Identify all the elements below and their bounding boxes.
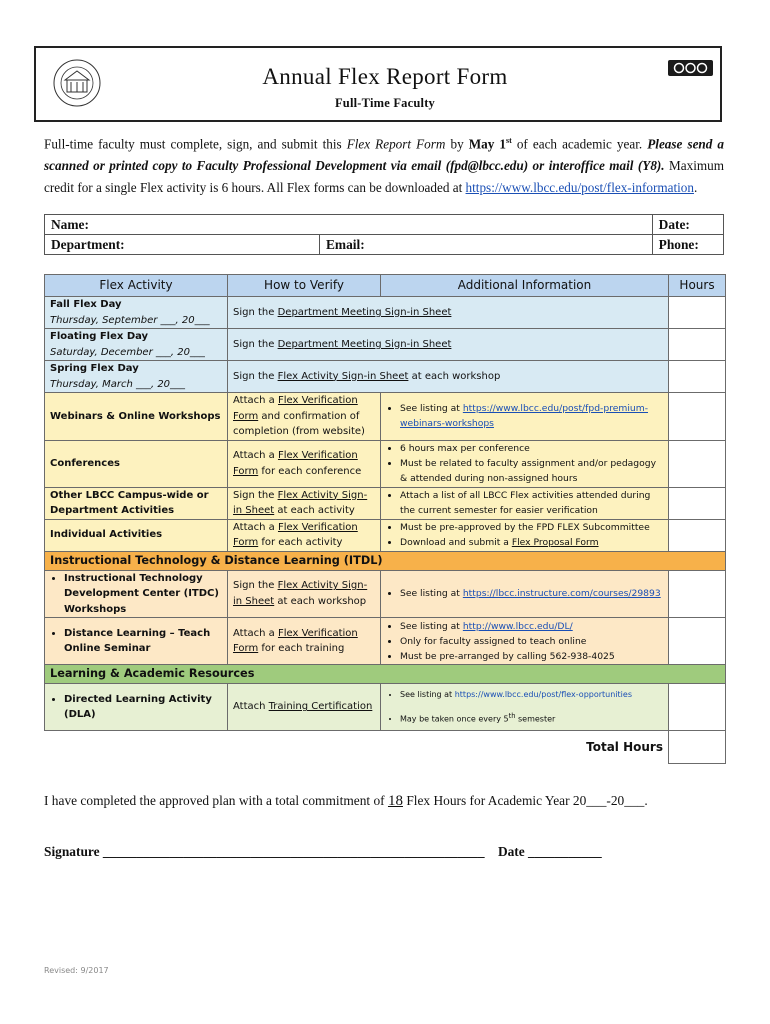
list-item: • Attach a list of all LBCC Flex activities attended during the current semester for easier verification <box>400 488 663 518</box>
verify-text: and confirmation of completion (from website) <box>233 410 365 437</box>
list-item <box>400 687 663 703</box>
info-text: See listing at <box>400 403 463 415</box>
verify-link[interactable]: Flex Verification Form <box>233 521 358 548</box>
phone-field[interactable]: Phone: <box>652 235 723 255</box>
info-text: semester <box>515 714 556 724</box>
commitment-statement <box>44 793 648 810</box>
activity-cell <box>45 329 228 361</box>
verify-cell <box>228 393 381 441</box>
info-text: May be taken once every 5 <box>400 714 509 724</box>
spacer <box>228 731 381 764</box>
info-text: See listing at <box>400 620 463 632</box>
verify-cell <box>228 440 381 487</box>
verify-text: Attach a <box>233 521 278 533</box>
info-cell <box>381 487 669 519</box>
flex-activities-table <box>44 274 726 764</box>
verify-text: Attach a <box>233 395 278 406</box>
verify-text: for each activity <box>258 537 343 548</box>
activity-title: Spring Flex Day <box>50 363 139 374</box>
verify-link[interactable]: Flex Activity Sign-in Sheet <box>233 580 368 607</box>
verify-link[interactable]: Department Meeting Sign-in Sheet <box>277 338 452 350</box>
hours-input[interactable] <box>669 487 726 519</box>
table-row <box>45 440 726 487</box>
faculty-info-table <box>44 214 724 255</box>
hours-input[interactable] <box>669 684 726 731</box>
info-cell <box>381 570 669 618</box>
revised-date: Revised: 9/2017 <box>44 966 109 975</box>
table-row <box>45 519 726 551</box>
verify-text: Sign the <box>233 370 278 382</box>
total-hours-label: Total Hours <box>381 731 669 764</box>
info-cell <box>381 684 669 731</box>
hours-input[interactable] <box>669 393 726 441</box>
signature-line <box>44 844 602 860</box>
hours-input[interactable] <box>669 440 726 487</box>
total-hours-input[interactable] <box>669 731 726 764</box>
verify-link[interactable]: Flex Activity Sign-in Sheet <box>277 370 409 382</box>
activity-title: Floating Flex Day <box>50 331 149 342</box>
verify-link[interactable]: Flex Verification Form <box>233 450 358 477</box>
verify-cell <box>228 618 381 665</box>
activity-title: • Instructional Technology Development Center (ITDC) Workshops <box>64 571 222 618</box>
ordinal-suffix: th <box>508 711 516 720</box>
info-link[interactable]: http://www.lbcc.edu/DL/ <box>462 620 573 632</box>
activity-title: • Distance Learning – Teach Online Seminar <box>64 626 222 657</box>
verify-text: at each workshop <box>274 595 367 607</box>
hours-input[interactable] <box>669 361 726 393</box>
verify-text: Attach a <box>233 450 278 461</box>
info-text: See listing at <box>400 690 455 700</box>
verify-cell <box>228 297 669 329</box>
activity-cell <box>45 684 228 731</box>
verify-text: for each conference <box>258 465 362 477</box>
info-text: Download and submit a <box>400 537 512 548</box>
signature-date-field[interactable]: Date ___________ <box>497 844 602 859</box>
verify-cell <box>228 684 381 731</box>
header-how-to-verify: How to Verify <box>228 275 381 297</box>
header-additional-info: Additional Information <box>381 275 669 297</box>
hours-input[interactable] <box>669 297 726 329</box>
verify-cell <box>228 487 381 519</box>
list-item <box>400 709 663 727</box>
flex-info-link[interactable]: https://www.lbcc.edu/post/flex-information <box>465 180 694 196</box>
intro-text: of each academic year. <box>511 136 648 152</box>
verify-link[interactable]: Flex Verification Form <box>233 627 358 654</box>
list-item: • Must be pre-arranged by calling 562-938-4025 <box>400 649 663 664</box>
verify-text: at each activity <box>274 505 355 516</box>
verify-cell <box>228 519 381 551</box>
activity-cell <box>45 618 228 665</box>
activity-cell <box>45 570 228 618</box>
verify-text: for each training <box>258 643 345 654</box>
activity-date: Thursday, September ___, 20___ <box>50 314 210 326</box>
table-row <box>45 618 726 665</box>
verify-link[interactable]: Flex Activity Sign-in Sheet <box>233 489 368 516</box>
activity-title: Individual Activities <box>45 519 228 551</box>
list-item <box>400 586 663 601</box>
table-row <box>45 684 726 731</box>
header-hours: Hours <box>669 275 726 297</box>
intro-paragraph <box>44 130 724 199</box>
activity-title: Conferences <box>45 440 228 487</box>
verify-link[interactable]: Training Certification <box>268 701 373 713</box>
verify-link[interactable]: Flex Verification Form <box>233 395 358 422</box>
intro-text: Full-time faculty must complete, sign, and submit this <box>44 136 347 152</box>
activity-cell <box>45 297 228 329</box>
list-item: • 6 hours max per conference <box>400 441 663 456</box>
page-title: Annual Flex Report Form <box>262 64 508 89</box>
hours-input[interactable] <box>669 570 726 618</box>
info-cell <box>381 519 669 551</box>
commitment-text: I have completed the approved plan with a total commitment of <box>44 793 388 808</box>
spacer <box>45 731 228 764</box>
table-row <box>45 393 726 441</box>
info-link[interactable]: Flex Proposal Form <box>511 537 599 548</box>
intro-text: by <box>445 136 469 152</box>
email-field[interactable]: Email: <box>320 235 653 255</box>
info-link[interactable]: https://lbcc.instructure.com/courses/29893 <box>462 588 661 600</box>
hours-input[interactable] <box>669 618 726 665</box>
verify-cell <box>228 570 381 618</box>
verify-cell <box>228 361 669 393</box>
activity-title: Webinars & Online Workshops <box>45 393 228 441</box>
hours-input[interactable] <box>669 329 726 361</box>
table-row <box>45 297 726 329</box>
deadline-suffix: st <box>506 136 512 145</box>
section-heading-lar: Learning & Academic Resources <box>45 665 726 684</box>
verify-text: Sign the <box>233 580 278 592</box>
header-flex-activity: Flex Activity <box>45 275 228 297</box>
total-row <box>45 731 726 764</box>
info-text: See listing at <box>400 588 463 600</box>
page-subtitle: Full-Time Faculty <box>334 96 436 110</box>
list-item: • Only for faculty assigned to teach online <box>400 634 663 649</box>
department-field[interactable]: Department: <box>45 235 320 255</box>
info-link[interactable]: https://www.lbcc.edu/post/flex-opportunities <box>454 690 632 700</box>
commitment-hours: 18 <box>387 793 403 809</box>
name-field[interactable]: Name: <box>45 215 653 235</box>
table-row <box>45 329 726 361</box>
verify-text: Sign the <box>233 338 278 350</box>
verify-cell <box>228 329 669 361</box>
table-row <box>45 487 726 519</box>
verify-text: at each workshop <box>408 370 501 382</box>
list-item <box>400 535 663 550</box>
verify-text: Sign the <box>233 306 278 318</box>
section-heading-row <box>45 665 726 684</box>
activity-date: Thursday, March ___, 20___ <box>50 378 186 390</box>
section-heading-row <box>45 551 726 570</box>
intro-text: Maximum credit for a single Flex activity is 6 hours. All Flex forms can be downloaded at <box>44 158 724 196</box>
list-item: • Must be pre-approved by the FPD FLEX Subcommittee <box>400 520 663 535</box>
verify-text: Sign the <box>233 489 278 501</box>
verify-link[interactable]: Department Meeting Sign-in Sheet <box>277 306 452 318</box>
list-item <box>400 619 663 634</box>
send-instructions: Please send a scanned or printed copy to Faculty Professional Development via email (fpd@lbcc.edu) or interoffice mail (Y8). <box>44 136 724 174</box>
info-link[interactable]: https://www.lbcc.edu/post/fpd-premium-webinars-workshops <box>400 403 649 430</box>
section-heading-itdl: Instructional Technology & Distance Learning (ITDL) <box>45 551 726 570</box>
commitment-text: Flex Hours for Academic Year 20___-20___. <box>402 793 648 808</box>
activity-title: • Directed Learning Activity (DLA) <box>64 692 222 723</box>
deadline: May 1 <box>468 136 506 152</box>
activity-title: Fall Flex Day <box>50 299 122 310</box>
table-row <box>45 570 726 618</box>
verify-text: Attach <box>233 701 269 713</box>
info-cell <box>381 440 669 487</box>
signature-field[interactable]: Signature _________________________________________________________ <box>44 844 485 859</box>
info-cell <box>381 618 669 665</box>
hours-input[interactable] <box>669 519 726 551</box>
list-item: • Must be related to faculty assignment and/or pedagogy & attended during non-assigned hours <box>400 456 663 486</box>
form-name: Flex Report Form <box>346 136 446 152</box>
table-row <box>45 361 726 393</box>
date-field[interactable]: Date: <box>652 215 723 235</box>
list-item <box>400 401 663 431</box>
verify-text: Attach a <box>233 627 278 639</box>
activity-title: Other LBCC Campus-wide or Department Activities <box>45 487 228 519</box>
activity-date: Saturday, December ___, 20___ <box>50 346 205 358</box>
info-cell <box>381 393 669 441</box>
activity-cell <box>45 361 228 393</box>
intro-text: . <box>693 180 698 196</box>
